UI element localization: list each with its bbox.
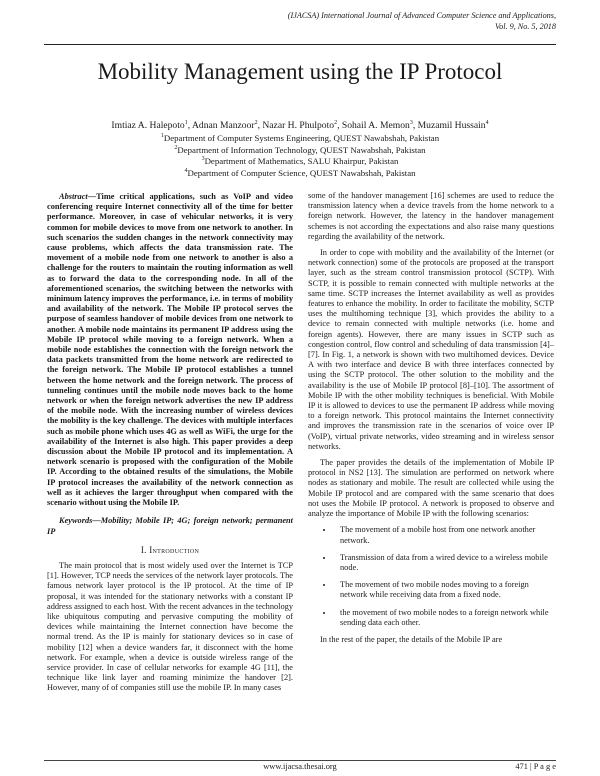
affiliation: $^1$Department of Computer Systems Engineering, QUEST Nawabshah, Pakistan: [160, 133, 440, 143]
affiliation: $^4$Department of Computer Science, QUEST Nawabshah, Pakistan: [184, 167, 416, 178]
list-item: • The movement of two mobile nodes moving to a foreign network while receiving data from a fixed node.: [334, 580, 554, 600]
abstract: [47, 192, 293, 508]
body-paragraph: In order to cope with mobility and the availability of the Internet (or network connection) some of the protocols are proposed at the transport layer, such as the stream control transmission protocol (SCTP). With SCTP, it is possible to remain connected with multiple networks at the same time. SCTP increases the Internet availability as well as provides features to enhance the mobility. In order to facilitate the mobility, SCTP uses the multihoming technique [3], which provides the ability to a device to remain connected with multiple networks (i.e. home and foreign agents). However, there are many issues in SCTP such as congestion control, flow control and scheduling of data transmission [4]–[7]. In Fig. 1, a network is shown with two multihomed devices. Device A with two interface and device B with three interfaces connected by using the SCTP protocol. The other solution to the mobility and the availability is the use of Mobile IP protocol [8]–[10]. The assortment of Mobile IP with the other mobility techniques is beneficial. With Mobile IP it is allowed to devices to use the permanent IP address while moving to a foreign network. This protocol maintains the Internet connectivity and improves the transmission rate in the scenarios of voice over IP (VoIP), virtual private networks, video streaming and in wireless sensor networks.: [308, 248, 554, 451]
journal-name: (IJACSA) International Journal of Advanced Computer Science and Applications,: [287, 11, 556, 20]
left-column: [47, 192, 293, 700]
journal-volume: Vol. 9, No. 5, 2018: [495, 21, 556, 31]
author: Sohail A. Memon$^3$: [341, 119, 413, 131]
right-column: [308, 191, 554, 651]
author: Adnan Manzoor$^2$: [191, 119, 258, 131]
section-heading-introduction: I. Introduction: [140, 544, 200, 555]
author: Muzamil Hussain$^4$: [417, 119, 489, 131]
footer-url[interactable]: www.ijacsa.thesai.org: [263, 762, 337, 771]
affiliation-list: [0, 133, 600, 179]
abstract-lead: Abstract: [59, 192, 88, 201]
journal-header: [136, 11, 556, 32]
page-number: 471 | P a g e: [515, 762, 556, 771]
body-paragraph: In the rest of the paper, the details of the Mobile IP are: [320, 634, 503, 644]
author: Nazar H. Phulpoto$^2$: [262, 119, 338, 131]
paper-title: Mobility Management using the IP Protocol: [97, 59, 503, 84]
list-item: • Transmission of data from a wired device to a wireless mobile node.: [334, 553, 554, 573]
abstract-text: —Time critical applications, such as VoIP and video conferencing require Internet connectivity all of the time for better performance. Moreover, in case of vehicular networks, it is very common for mobile devices to move from one network to another. In such scenarios the sudden changes in the network connectivity may cause problems, which affects the data transmission rate. The movement of a mobile node from one network to another is also a challenge for the routers to maintain the routing information as well as to forward the data to the corresponding node. In all of the aforementioned scenarios, the switching between the networks with minimum latency improves the performance, i.e. in terms of mobility and availability of the network. The Mobile IP protocol serves the purpose of seamless handover of mobile devices from one network to another. A mobile node maintains its permanent IP address using the Mobile IP protocol while moving to a foreign network. When a mobile node establishes the connection with the foreign network the data packets transmitted from the home network are redirected to the foreign network. The Mobile IP protocol establishes a tunnel between the home network and the foreign network. The process of tunneling continues until the mobile node moves back to the home network or when the foreign network advertises the new IP address of the mobile node. With the increasing number of wireless devices the mobility is the key challenge. The devices with multiple interfaces such as mobile phone which uses 4G as well as WiFi, the urge for the availability of the Internet is also high. This paper provides a deep discussion about the Mobile IP protocol and its implementation. A network scenario is proposed with the configuration of the Mobile IP. According to the obtained results of the simulations, the Mobile IP protocol increases the availability of the network connection as well as it achieves the larger throughput when compared with the scenario without using the Mobile IP.: [47, 192, 293, 508]
body-paragraph: some of the handover management [16] schemes are used to reduce the transmission latency when a device travels from the home network to a foreign network. However, the latency in the handover management schemes is not according the expectations and also raise many questions regarding the availability of the network.: [308, 191, 554, 241]
footer-divider: [44, 760, 556, 761]
affiliation: $^2$Department of Information Technology, QUEST Nawabshah, Pakistan: [174, 144, 426, 155]
list-item: • the movement of two mobile nodes to a foreign network while sending data each other.: [334, 608, 554, 628]
author-list: Imtiaz A. Halepoto$^1$, Adnan Manzoor$^2$, Nazar H. Phulpoto$^2$, Sohail A. Memon$^3$, Muzamil Hussain$^4$: [111, 119, 489, 131]
list-item: • The movement of a mobile host from one network another network.: [334, 525, 554, 545]
author: Imtiaz A. Halepoto$^1$: [111, 119, 188, 131]
body-paragraph: The main protocol that is most widely used over the Internet is TCP [1]. However, TCP needs the services of the network layer protocols. The famous network layer protocol is the IP protocol. At the time of IP proposal, it was intended for the stationary networks with a constant IP address assigned to each host. With the recent advances in the technology like ubiquitous computing and pervasive computing the mobility of devices while maintaining the Internet connection have become the normal trend. As the IP is mainly for stationary devices so in case of mobility [12] when a device wanders far, it disconnect with the home network. For example, when a device is outside wireless range of the service provider. In case of cellular networks for example 4G [11], the technique like link layer and roaming minimize the handover [2]. However, many of of companies still use the mobile IP. In many cases: [47, 560, 293, 693]
keywords: Keywords—Mobility; Mobile IP; 4G; foreign network; permanent IP: [47, 516, 293, 536]
body-paragraph: The paper provides the details of the implementation of Mobile IP protocol in NS2 [13]. The simulation are performed on network where nodes as stationary and mobile. The result are collected while using the Mobile IP protocol and are compared with the same scenario that does not uses the Mobile IP protocol. A network is proposed to observe and analyze the importance of Mobile IP with the following scenarios:: [308, 458, 554, 519]
affiliation: $^3$Department of Mathematics, SALU Khairpur, Pakistan: [201, 156, 399, 167]
scenario-list: [308, 525, 554, 628]
header-divider: [44, 44, 556, 45]
